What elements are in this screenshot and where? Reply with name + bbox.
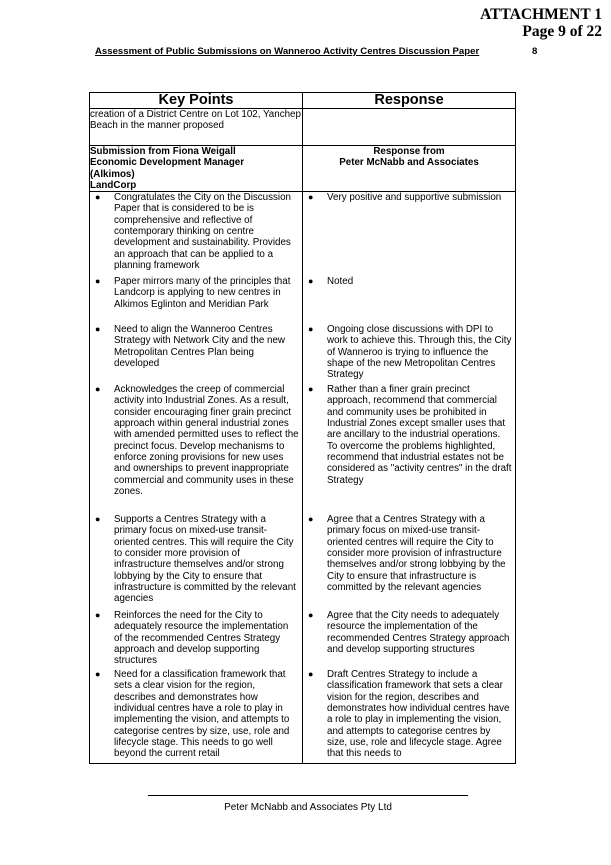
bullet-icon: ● bbox=[308, 514, 314, 525]
header-page-number: 8 bbox=[532, 46, 538, 57]
continuation-empty-cell bbox=[303, 109, 516, 146]
bullet-icon: ● bbox=[308, 384, 314, 395]
key-point-item bbox=[90, 384, 302, 514]
bullet-icon: ● bbox=[95, 192, 101, 203]
response-text: Very positive and supportive submission bbox=[327, 192, 502, 204]
key-points-header: Key Points bbox=[90, 93, 303, 109]
response-header: Response bbox=[303, 93, 516, 109]
submissions-table bbox=[89, 92, 516, 764]
response-item bbox=[303, 669, 515, 763]
response-text: Draft Centres Strategy to include a classification framework that sets a clear vision for the region, describes and demonstrates how individual centres have a role to play in implementing the vision, and attempts to categorise centres by size, use, role and lifecycle stage. Agree that this needs to bbox=[327, 669, 510, 760]
bullet-icon: ● bbox=[95, 384, 101, 395]
points-row bbox=[90, 192, 516, 764]
bullet-icon: ● bbox=[95, 514, 101, 525]
key-point-item bbox=[90, 192, 302, 276]
continuation-row bbox=[90, 109, 516, 146]
attachment-label bbox=[480, 6, 602, 40]
response-item bbox=[303, 324, 515, 384]
key-point-text: Paper mirrors many of the principles that Landcorp is applying to new centres in Alkimos Eglinton and Meridian Park bbox=[114, 276, 291, 310]
submitter-line: LandCorp bbox=[90, 179, 137, 191]
key-point-text: Congratulates the City on the Discussion Paper that is considered to be is comprehensive and reflective of contemporary thinking on centre development and sustainability. Provides an approach that can be applied to a planning framework bbox=[114, 192, 291, 271]
response-text: Rather than a finer grain precinct approach, recommend that commercial and community uses be prohibited in Industrial Zones except smaller uses that are ancillary to the industrial operations. To overcome the problems highlighted, recommend that industrial estates not be considered as "activity centres" in the draft Strategy bbox=[327, 384, 512, 486]
continuation-text: creation of a District Centre on Lot 102, Yanchep Beach in the manner proposed bbox=[90, 109, 303, 146]
key-point-text: Need for a classification framework that sets a clear vision for the region, describes and demonstrates how individual centres have a role to play in implementing the vision, and attempts to categorise centres by size, use, role and lifecycle stage. This needs to go well beyond the current retail bbox=[114, 669, 290, 760]
page-footer bbox=[148, 795, 468, 813]
response-item bbox=[303, 610, 515, 669]
key-point-item bbox=[90, 324, 302, 384]
response-text: Ongoing close discussions with DPI to work to achieve this. Through this, the City of Wanneroo is trying to influence the shape of the new Metropolitan Centres Strategy bbox=[327, 324, 512, 381]
bullet-icon: ● bbox=[308, 610, 314, 621]
key-point-text: Reinforces the need for the City to adequately resource the implementation of the recommended Centres Strategy approach and develop supporting structures bbox=[114, 610, 289, 667]
document-header bbox=[95, 46, 545, 57]
bullet-icon: ● bbox=[95, 324, 101, 335]
response-text: Noted bbox=[327, 276, 354, 288]
responder-line: Peter McNabb and Associates bbox=[339, 157, 479, 169]
key-point-text: Acknowledges the creep of commercial activity into Industrial Zones. As a result, consider encouraging finer grain precinct approach within general industrial zones with amended permitted uses to reflect the precinct focus. Develop mechanisms to enforce zoning provisions for new uses and ownerships to prevent inappropriate commercial and community uses in these zones. bbox=[114, 384, 299, 497]
bullet-icon: ● bbox=[308, 324, 314, 335]
key-point-item bbox=[90, 276, 302, 324]
key-point-text: Need to align the Wanneroo Centres Strategy with Network City and the new Metropolitan Centres Plan being developed bbox=[114, 324, 285, 370]
bullet-icon: ● bbox=[308, 192, 314, 203]
table-header-row bbox=[90, 93, 516, 109]
submitter-line: Economic Development Manager bbox=[90, 157, 245, 169]
bullet-icon: ● bbox=[95, 610, 101, 621]
bullet-icon: ● bbox=[308, 669, 314, 680]
key-point-text: Supports a Centres Strategy with a primary focus on mixed-use transit-oriented centres. This will require the City to consider more provision of infrastructure themselves and/or strong lobbying by the City to ensure that infrastructure is committed by the relevant agencies bbox=[114, 514, 296, 605]
response-text: Agree that a Centres Strategy with a primary focus on mixed-use transit-oriented centres will require the City to consider more provision of infrastructure themselves and/or strong lobbying by the City to ensure that infrastructure is committed by the relevant agencies bbox=[327, 514, 506, 593]
response-item bbox=[303, 384, 515, 514]
submitter-line: (Alkimos) bbox=[90, 168, 135, 180]
submitter-cell bbox=[90, 146, 303, 192]
submission-header-row bbox=[90, 146, 516, 192]
responder-cell bbox=[303, 146, 516, 192]
response-item bbox=[303, 192, 515, 276]
key-points-cell bbox=[90, 192, 303, 764]
key-point-item bbox=[90, 669, 302, 763]
responder-line: Response from bbox=[373, 146, 445, 157]
key-point-item bbox=[90, 610, 302, 669]
bullet-icon: ● bbox=[308, 276, 314, 287]
attachment-title: ATTACHMENT 1 bbox=[480, 6, 602, 23]
submitter-line: Submission from Fiona Weigall bbox=[90, 146, 236, 157]
page-count: Page 9 of 22 bbox=[522, 23, 602, 40]
footer-text: Peter McNabb and Associates Pty Ltd bbox=[224, 802, 392, 813]
bullet-icon: ● bbox=[95, 276, 101, 287]
bullet-icon: ● bbox=[95, 669, 101, 680]
response-item bbox=[303, 276, 515, 324]
responses-cell bbox=[303, 192, 516, 764]
response-item bbox=[303, 514, 515, 610]
header-title: Assessment of Public Submissions on Wanneroo Activity Centres Discussion Paper bbox=[95, 46, 480, 57]
response-text: Agree that the City needs to adequately resource the implementation of the recommended Centres Strategy approach and develop supporting structures bbox=[327, 610, 510, 656]
key-point-item bbox=[90, 514, 302, 610]
